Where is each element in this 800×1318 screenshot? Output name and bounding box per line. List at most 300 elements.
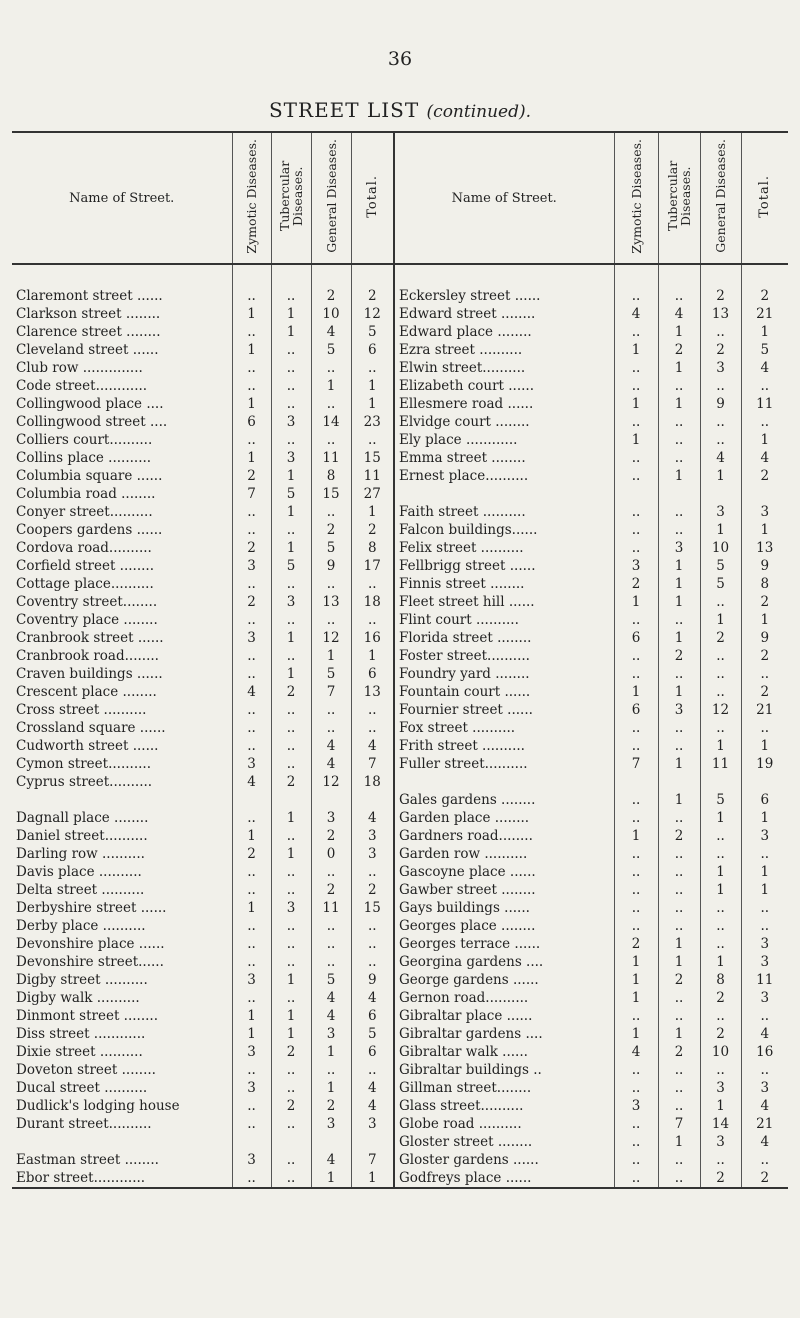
total-count-left: 12 xyxy=(351,305,394,323)
tubercular-count-right: .. xyxy=(658,1151,700,1169)
zymotic-count-left: 1 xyxy=(232,305,271,323)
street-name-left: Delta street .......... xyxy=(16,882,145,898)
general-count-left: 2 xyxy=(311,827,351,845)
street-name-right: Gales gardens ........ xyxy=(394,791,614,809)
zymotic-count-left: .. xyxy=(232,881,271,899)
total-count-right: 2 xyxy=(741,467,788,485)
general-count-right: 1 xyxy=(700,1097,741,1115)
zymotic-count-right: 1 xyxy=(614,683,658,701)
tubercular-count-right: 7 xyxy=(658,1115,700,1133)
general-count-right: .. xyxy=(700,827,741,845)
total-count-right: 1 xyxy=(741,737,788,755)
total-count-left: .. xyxy=(351,917,394,935)
zymotic-count-right: 1 xyxy=(614,989,658,1007)
zymotic-count-right: .. xyxy=(614,1007,658,1025)
header-total-left: Total. xyxy=(351,132,394,264)
zymotic-count-left: 3 xyxy=(232,1079,271,1097)
table-row xyxy=(12,953,788,971)
zymotic-count-right: .. xyxy=(614,323,658,341)
zymotic-count-left: .. xyxy=(232,1097,271,1115)
tubercular-count-right: 2 xyxy=(658,647,700,665)
street-name-left: Cyprus street.......... xyxy=(16,774,153,790)
table-row xyxy=(12,989,788,1007)
zymotic-count-left: .. xyxy=(232,359,271,377)
tubercular-count-left: 2 xyxy=(271,1043,311,1061)
street-name-left: Crossland square ...... xyxy=(16,720,166,736)
street-name-right: Georges place ........ xyxy=(394,917,614,935)
total-count-right: 3 xyxy=(741,989,788,1007)
street-name-left: Coventry street........ xyxy=(16,594,158,610)
total-count-right: 21 xyxy=(741,1115,788,1133)
general-count-left: 15 xyxy=(311,485,351,503)
table-row xyxy=(12,593,788,611)
table-row xyxy=(12,935,788,953)
zymotic-count-right: 3 xyxy=(614,1097,658,1115)
street-name-left: Dagnall place ........ xyxy=(16,810,149,826)
general-count-right: .. xyxy=(700,413,741,431)
zymotic-count-right: 4 xyxy=(614,305,658,323)
zymotic-count-right xyxy=(614,773,658,791)
table-row xyxy=(12,521,788,539)
tubercular-count-left: .. xyxy=(271,431,311,449)
zymotic-count-left: .. xyxy=(232,989,271,1007)
general-count-right: 4 xyxy=(700,449,741,467)
street-name-left: Crescent place ........ xyxy=(16,684,157,700)
street-name-right: Ellesmere road ...... xyxy=(394,395,614,413)
total-count-right: 2 xyxy=(741,683,788,701)
table-row xyxy=(12,341,788,359)
street-name-left: Devonshire street...... xyxy=(16,954,164,970)
zymotic-count-left xyxy=(232,1133,271,1151)
zymotic-count-right: .. xyxy=(614,665,658,683)
tubercular-count-left: 1 xyxy=(271,467,311,485)
general-count-left: .. xyxy=(311,1061,351,1079)
zymotic-count-right: .. xyxy=(614,719,658,737)
general-count-right: 14 xyxy=(700,1115,741,1133)
tubercular-count-right: .. xyxy=(658,845,700,863)
tubercular-count-right: .. xyxy=(658,863,700,881)
zymotic-count-right: .. xyxy=(614,467,658,485)
street-name-right: Gibraltar walk ...... xyxy=(394,1043,614,1061)
street-name-left: Corfield street ........ xyxy=(16,558,154,574)
general-count-left: .. xyxy=(311,917,351,935)
tubercular-count-left: 1 xyxy=(271,503,311,521)
table-row xyxy=(12,917,788,935)
title-continued: (continued). xyxy=(426,102,532,122)
general-count-left: 12 xyxy=(311,629,351,647)
zymotic-count-right: .. xyxy=(614,359,658,377)
zymotic-count-right: .. xyxy=(614,809,658,827)
general-count-left xyxy=(311,791,351,809)
tubercular-count-left: .. xyxy=(271,359,311,377)
total-count-right: .. xyxy=(741,917,788,935)
total-count-right xyxy=(741,485,788,503)
street-name-left: Derby place .......... xyxy=(16,918,146,934)
tubercular-count-right: .. xyxy=(658,917,700,935)
general-count-right: .. xyxy=(700,1061,741,1079)
street-name-left: Columbia square ...... xyxy=(16,468,163,484)
tubercular-count-left: .. xyxy=(271,989,311,1007)
general-count-left: 1 xyxy=(311,1079,351,1097)
total-count-right xyxy=(741,773,788,791)
total-count-left: 4 xyxy=(351,989,394,1007)
zymotic-count-left: .. xyxy=(232,719,271,737)
total-count-right: 3 xyxy=(741,1079,788,1097)
street-name-right: Foundry yard ........ xyxy=(394,665,614,683)
tubercular-count-right: .. xyxy=(658,503,700,521)
zymotic-count-left: 2 xyxy=(232,593,271,611)
general-count-left: .. xyxy=(311,359,351,377)
street-name-right: Garden place ........ xyxy=(394,809,614,827)
street-name-left: Ducal street .......... xyxy=(16,1080,148,1096)
tubercular-count-right: 1 xyxy=(658,1133,700,1151)
general-count-left: .. xyxy=(311,863,351,881)
total-count-right: 2 xyxy=(741,593,788,611)
street-name-left: Diss street ............ xyxy=(16,1026,146,1042)
general-count-right: .. xyxy=(700,917,741,935)
total-count-left: 7 xyxy=(351,755,394,773)
zymotic-count-right: .. xyxy=(614,647,658,665)
tubercular-count-left: .. xyxy=(271,1115,311,1133)
total-count-left: 3 xyxy=(351,1115,394,1133)
general-count-left: 12 xyxy=(311,773,351,791)
zymotic-count-right: .. xyxy=(614,611,658,629)
zymotic-count-left: .. xyxy=(232,863,271,881)
total-count-left: .. xyxy=(351,359,394,377)
tubercular-count-left: .. xyxy=(271,737,311,755)
street-name-left: Cleveland street ...... xyxy=(16,342,159,358)
street-name-right: Edward street ........ xyxy=(394,305,614,323)
street-name-left: Clarence street ........ xyxy=(16,324,161,340)
general-count-left: 4 xyxy=(311,1151,351,1169)
tubercular-count-right: 1 xyxy=(658,755,700,773)
tubercular-count-right: 1 xyxy=(658,1025,700,1043)
general-count-left: 9 xyxy=(311,557,351,575)
tubercular-count-left: .. xyxy=(271,917,311,935)
street-name-left: Digby street .......... xyxy=(16,972,148,988)
total-count-right: .. xyxy=(741,1061,788,1079)
street-name-right: Elvidge court ........ xyxy=(394,413,614,431)
zymotic-count-right: .. xyxy=(614,413,658,431)
zymotic-count-right: .. xyxy=(614,503,658,521)
table-row xyxy=(12,665,788,683)
table-row xyxy=(12,1079,788,1097)
street-name-right: Gascoyne place ...... xyxy=(394,863,614,881)
general-count-right: 3 xyxy=(700,1133,741,1151)
general-count-left: 7 xyxy=(311,683,351,701)
table-row xyxy=(12,1097,788,1115)
tubercular-count-right: 1 xyxy=(658,935,700,953)
total-count-left: 1 xyxy=(351,377,394,395)
general-count-left: 2 xyxy=(311,1097,351,1115)
street-name-left: Colliers court.......... xyxy=(16,432,153,448)
total-count-left: 3 xyxy=(351,827,394,845)
tubercular-count-left: .. xyxy=(271,755,311,773)
zymotic-count-right: 3 xyxy=(614,557,658,575)
tubercular-count-right: 2 xyxy=(658,971,700,989)
header-total-right: Total. xyxy=(741,132,788,264)
zymotic-count-right: .. xyxy=(614,737,658,755)
header-zymotic-left: Zymotic Diseases. xyxy=(232,132,271,264)
zymotic-count-left: .. xyxy=(232,737,271,755)
zymotic-count-left: 6 xyxy=(232,413,271,431)
table-row xyxy=(12,395,788,413)
tubercular-count-left: 5 xyxy=(271,485,311,503)
table-row xyxy=(12,1115,788,1133)
table-row xyxy=(12,503,788,521)
zymotic-count-left: 1 xyxy=(232,341,271,359)
zymotic-count-left: 7 xyxy=(232,485,271,503)
total-count-left xyxy=(351,791,394,809)
zymotic-count-left: 1 xyxy=(232,449,271,467)
zymotic-count-left: .. xyxy=(232,809,271,827)
zymotic-count-right xyxy=(614,485,658,503)
table-row xyxy=(12,413,788,431)
street-name-left: Cymon street.......... xyxy=(16,756,151,772)
zymotic-count-right: 1 xyxy=(614,395,658,413)
zymotic-count-left: .. xyxy=(232,1169,271,1188)
total-count-right: .. xyxy=(741,719,788,737)
zymotic-count-left: .. xyxy=(232,503,271,521)
total-count-right: 3 xyxy=(741,827,788,845)
zymotic-count-left: .. xyxy=(232,1115,271,1133)
total-count-right: 1 xyxy=(741,881,788,899)
street-name-right xyxy=(394,773,614,791)
street-name-left: Cordova road.......... xyxy=(16,540,152,556)
tubercular-count-right: 1 xyxy=(658,629,700,647)
table-row xyxy=(12,323,788,341)
total-count-left: .. xyxy=(351,611,394,629)
zymotic-count-right: .. xyxy=(614,1133,658,1151)
street-list-table xyxy=(12,131,788,1189)
total-count-left: 4 xyxy=(351,1097,394,1115)
tubercular-count-right: .. xyxy=(658,899,700,917)
zymotic-count-right: .. xyxy=(614,287,658,305)
zymotic-count-left: .. xyxy=(232,521,271,539)
table-row xyxy=(12,881,788,899)
total-count-right: 2 xyxy=(741,287,788,305)
total-count-right: .. xyxy=(741,899,788,917)
tubercular-count-right: 1 xyxy=(658,359,700,377)
street-name-left: Claremont street ...... xyxy=(16,288,163,304)
tubercular-count-right: .. xyxy=(658,1061,700,1079)
general-count-right: 2 xyxy=(700,341,741,359)
zymotic-count-right: 1 xyxy=(614,953,658,971)
total-count-right: .. xyxy=(741,665,788,683)
street-name-left xyxy=(12,791,232,809)
street-name-right: George gardens ...... xyxy=(394,971,614,989)
header-row xyxy=(12,132,788,264)
street-name-right: Gillman street........ xyxy=(394,1079,614,1097)
zymotic-count-left: 3 xyxy=(232,1043,271,1061)
total-count-left: 4 xyxy=(351,737,394,755)
general-count-right: 3 xyxy=(700,359,741,377)
street-name-right: Glass street.......... xyxy=(394,1097,614,1115)
general-count-right: .. xyxy=(700,377,741,395)
general-count-left: 3 xyxy=(311,1115,351,1133)
street-name-right: Gloster street ........ xyxy=(394,1133,614,1151)
total-count-left: 23 xyxy=(351,413,394,431)
total-count-right: 19 xyxy=(741,755,788,773)
street-name-left: Coopers gardens ...... xyxy=(16,522,163,538)
total-count-left: 6 xyxy=(351,341,394,359)
tubercular-count-right: .. xyxy=(658,881,700,899)
general-count-left: 1 xyxy=(311,377,351,395)
table-row xyxy=(12,647,788,665)
zymotic-count-left: .. xyxy=(232,917,271,935)
total-count-left: 15 xyxy=(351,899,394,917)
tubercular-count-left: 1 xyxy=(271,845,311,863)
total-count-right: 2 xyxy=(741,647,788,665)
zymotic-count-left: 1 xyxy=(232,827,271,845)
general-count-left: 5 xyxy=(311,971,351,989)
total-count-left: 1 xyxy=(351,395,394,413)
zymotic-count-left: 2 xyxy=(232,539,271,557)
zymotic-count-left xyxy=(232,791,271,809)
tubercular-count-left: 1 xyxy=(271,1025,311,1043)
total-count-right: 4 xyxy=(741,359,788,377)
total-count-left: 3 xyxy=(351,845,394,863)
street-name-right: Fellbrigg street ...... xyxy=(394,557,614,575)
general-count-left xyxy=(311,1133,351,1151)
tubercular-count-left: .. xyxy=(271,1169,311,1188)
tubercular-count-right: 1 xyxy=(658,953,700,971)
total-count-left: 13 xyxy=(351,683,394,701)
zymotic-count-left: .. xyxy=(232,647,271,665)
table-row xyxy=(12,1061,788,1079)
table-row xyxy=(12,683,788,701)
table-row xyxy=(12,719,788,737)
tubercular-count-left: .. xyxy=(271,521,311,539)
general-count-left: 4 xyxy=(311,1007,351,1025)
general-count-right: 1 xyxy=(700,809,741,827)
general-count-left: 2 xyxy=(311,287,351,305)
zymotic-count-left: .. xyxy=(232,701,271,719)
zymotic-count-right: 6 xyxy=(614,629,658,647)
general-count-left: .. xyxy=(311,395,351,413)
general-count-right: 2 xyxy=(700,629,741,647)
tubercular-count-left: .. xyxy=(271,881,311,899)
tubercular-count-right: 1 xyxy=(658,467,700,485)
total-count-left: 2 xyxy=(351,287,394,305)
total-count-left: .. xyxy=(351,935,394,953)
zymotic-count-left: 3 xyxy=(232,971,271,989)
table-row xyxy=(12,755,788,773)
street-name-right: Falcon buildings...... xyxy=(394,521,614,539)
table-row xyxy=(12,1007,788,1025)
tubercular-count-right: .. xyxy=(658,413,700,431)
street-name-left: Dixie street .......... xyxy=(16,1044,143,1060)
total-count-right: 4 xyxy=(741,449,788,467)
tubercular-count-left: .. xyxy=(271,341,311,359)
tubercular-count-right: .. xyxy=(658,809,700,827)
total-count-right: 1 xyxy=(741,521,788,539)
total-count-right: .. xyxy=(741,1151,788,1169)
table-row xyxy=(12,791,788,809)
zymotic-count-right: 6 xyxy=(614,701,658,719)
table-row xyxy=(12,431,788,449)
total-count-right: 13 xyxy=(741,539,788,557)
general-count-right: 1 xyxy=(700,737,741,755)
tubercular-count-right: 1 xyxy=(658,575,700,593)
tubercular-count-left: .. xyxy=(271,1061,311,1079)
tubercular-count-left: 2 xyxy=(271,1097,311,1115)
general-count-right: 2 xyxy=(700,1025,741,1043)
zymotic-count-left: 3 xyxy=(232,629,271,647)
tubercular-count-right xyxy=(658,485,700,503)
total-count-left: .. xyxy=(351,719,394,737)
general-count-right xyxy=(700,485,741,503)
zymotic-count-right: 7 xyxy=(614,755,658,773)
header-tubercular-left: Tubercular Diseases. xyxy=(271,132,311,264)
street-name-right: Ely place ............ xyxy=(394,431,614,449)
total-count-right: 9 xyxy=(741,557,788,575)
table-row xyxy=(12,1133,788,1151)
street-name-left: Clarkson street ........ xyxy=(16,306,161,322)
tubercular-count-left: .. xyxy=(271,935,311,953)
zymotic-count-right: .. xyxy=(614,899,658,917)
street-name-right: Felix street .......... xyxy=(394,539,614,557)
total-count-right: 4 xyxy=(741,1025,788,1043)
general-count-right: 1 xyxy=(700,881,741,899)
street-name-right: Gernon road.......... xyxy=(394,989,614,1007)
tubercular-count-left xyxy=(271,1133,311,1151)
total-count-right: 1 xyxy=(741,431,788,449)
total-count-right: .. xyxy=(741,845,788,863)
total-count-right: 4 xyxy=(741,1097,788,1115)
street-name-right: Georgina gardens .... xyxy=(394,953,614,971)
street-name-left: Cudworth street ...... xyxy=(16,738,159,754)
street-name-left: Conyer street.......... xyxy=(16,504,153,520)
table-row xyxy=(12,611,788,629)
table-row xyxy=(12,557,788,575)
general-count-left: 1 xyxy=(311,1043,351,1061)
total-count-right: 9 xyxy=(741,629,788,647)
tubercular-count-left: 1 xyxy=(271,809,311,827)
tubercular-count-right: .. xyxy=(658,377,700,395)
tubercular-count-right: 2 xyxy=(658,341,700,359)
table-row xyxy=(12,1151,788,1169)
zymotic-count-right: .. xyxy=(614,1169,658,1188)
zymotic-count-right: 4 xyxy=(614,1043,658,1061)
street-name-right: Elizabeth court ...... xyxy=(394,377,614,395)
street-name-left: Collingwood street .... xyxy=(16,414,168,430)
zymotic-count-left: 3 xyxy=(232,557,271,575)
general-count-right xyxy=(700,773,741,791)
street-name-right: Gibraltar place ...... xyxy=(394,1007,614,1025)
tubercular-count-left: 1 xyxy=(271,323,311,341)
total-count-right: 1 xyxy=(741,611,788,629)
table-row xyxy=(12,305,788,323)
header-name-left: Name of Street. xyxy=(12,132,232,264)
street-name-left: Cranbrook street ...... xyxy=(16,630,164,646)
general-count-left: 11 xyxy=(311,449,351,467)
general-count-left: 5 xyxy=(311,665,351,683)
tubercular-count-right: .. xyxy=(658,1079,700,1097)
tubercular-count-right: 3 xyxy=(658,701,700,719)
tubercular-count-right: .. xyxy=(658,431,700,449)
tubercular-count-right: .. xyxy=(658,1097,700,1115)
street-name-left: Ebor street............ xyxy=(12,1169,232,1188)
spacer-row xyxy=(12,264,788,287)
street-name-right: Godfreys place ...... xyxy=(394,1169,614,1188)
general-count-left: 11 xyxy=(311,899,351,917)
total-count-left: 2 xyxy=(351,521,394,539)
zymotic-count-left: 1 xyxy=(232,395,271,413)
zymotic-count-right: 1 xyxy=(614,431,658,449)
street-name-left: Digby walk .......... xyxy=(16,990,140,1006)
total-count-right: .. xyxy=(741,413,788,431)
